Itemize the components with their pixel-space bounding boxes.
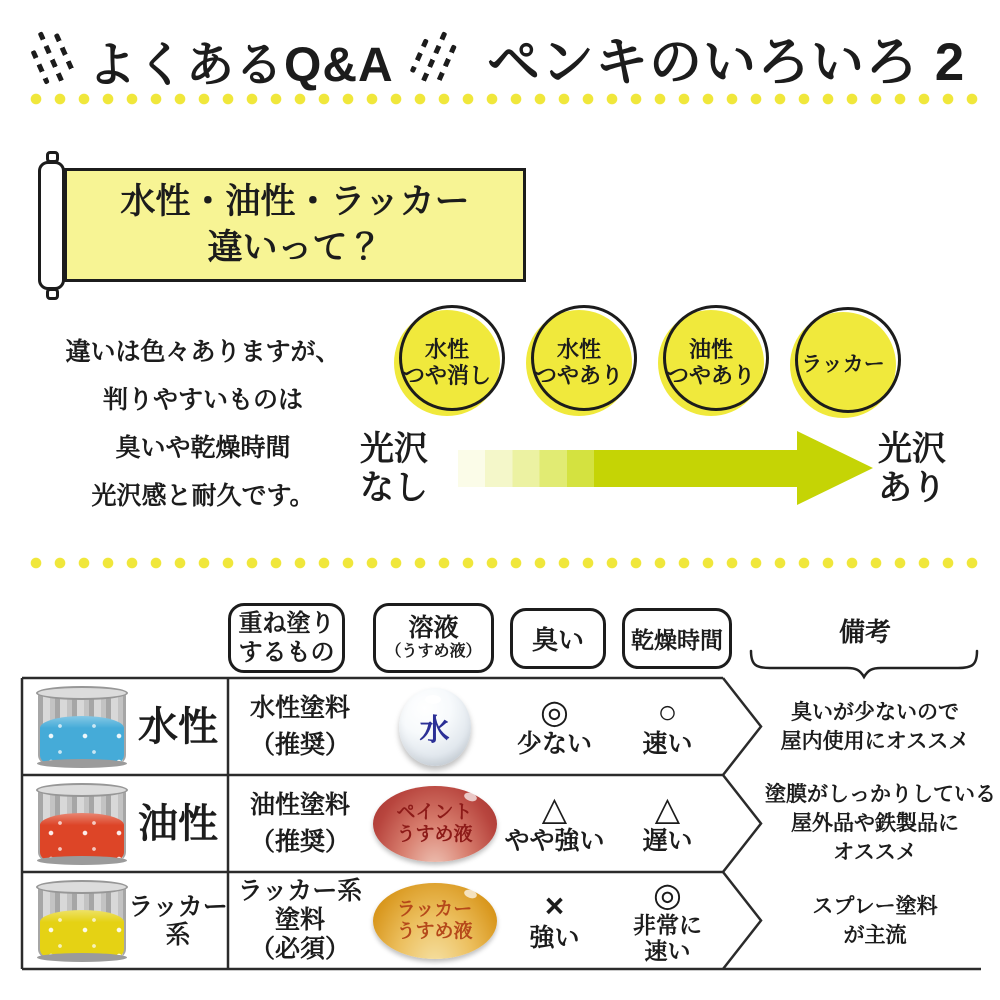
smell-rating-symbol: × bbox=[544, 886, 565, 924]
notes-cell: 塗膜がしっかりしている 屋外品や鉄製品に オススメ bbox=[765, 783, 996, 864]
gloss-full-label: 光沢 あり bbox=[878, 430, 946, 507]
hatch-marks-middle-icon bbox=[408, 24, 461, 89]
intro-line: 違いは色々ありますが、 bbox=[65, 338, 341, 366]
dry-rating-symbol: △ bbox=[654, 789, 681, 827]
column-header-smell: 臭い bbox=[510, 608, 606, 669]
table-row-oil bbox=[22, 775, 996, 872]
paint-type-name: 水性 bbox=[138, 704, 218, 749]
column-header-recoat: 重ね塗り するもの bbox=[228, 603, 345, 673]
smell-rating-symbol: ◎ bbox=[540, 692, 569, 730]
circle-label: 水性 つや消し bbox=[402, 337, 491, 388]
solvent-cell bbox=[372, 786, 497, 862]
circle-label: ラッカー bbox=[801, 353, 885, 376]
paint-type-cell bbox=[22, 678, 228, 775]
smell-cell: ◎ 少ない bbox=[497, 694, 612, 760]
gloss-gradient-arrow-head-icon bbox=[797, 431, 873, 505]
page-title-right: ペンキのいろいろ 2 bbox=[487, 33, 966, 92]
dry-time-cell: △ 遅い bbox=[612, 791, 723, 857]
dotted-divider-middle bbox=[30, 557, 978, 569]
scroll-roll-icon bbox=[38, 161, 65, 290]
dry-time-cell: ◎ 非常に 速い bbox=[612, 877, 723, 964]
gloss-circle-water-matte bbox=[394, 310, 500, 416]
gloss-none-label: 光沢 なし bbox=[360, 430, 428, 507]
smell-cell: × 強い bbox=[497, 888, 612, 954]
banner-line2: 違いって？ bbox=[207, 228, 383, 267]
paint-type-name: ラッカー 系 bbox=[128, 892, 228, 949]
column-header-notes: 備考 bbox=[838, 617, 891, 647]
solvent-cell bbox=[372, 883, 497, 959]
intro-line: 臭いや乾燥時間 bbox=[115, 434, 291, 462]
solvent-cell bbox=[372, 688, 497, 766]
recoat-cell: ラッカー系 塗料 （必須） bbox=[237, 877, 363, 963]
smell-rating-symbol: △ bbox=[541, 789, 568, 827]
dry-time-cell: ○ 速い bbox=[612, 694, 723, 760]
water-paint-can-icon bbox=[36, 686, 128, 768]
scroll-knob-bottom-icon bbox=[46, 288, 59, 300]
dry-rating-symbol: ○ bbox=[657, 692, 678, 730]
circle-label: 油性 つやあり bbox=[666, 337, 755, 388]
water-drop-icon: 水 bbox=[399, 688, 471, 766]
hatch-marks-left-icon bbox=[24, 24, 77, 89]
intro-paragraph bbox=[44, 328, 362, 520]
column-header-dry-time: 乾燥時間 bbox=[622, 608, 732, 669]
notes-cell: 臭いが少ないので 屋内使用にオススメ bbox=[780, 700, 970, 753]
paint-thinner-oval-icon: ペイント うすめ液 bbox=[373, 786, 497, 862]
lacquer-thinner-oval-icon: ラッカー うすめ液 bbox=[373, 883, 497, 959]
notes-cell: スプレー塗料 が主流 bbox=[812, 894, 938, 947]
paint-type-cell bbox=[22, 775, 228, 872]
column-header-solvent: 溶液 （うすめ液） bbox=[373, 603, 494, 673]
paint-type-name: 油性 bbox=[138, 801, 218, 846]
oil-paint-can-icon bbox=[36, 783, 128, 865]
dry-rating-symbol: ◎ bbox=[653, 876, 682, 913]
smell-cell: △ やや強い bbox=[497, 791, 612, 857]
recoat-cell: 水性塗料 （推奨） bbox=[249, 693, 350, 759]
intro-line: 光沢感と耐久です。 bbox=[91, 482, 315, 510]
gloss-circle-water-glossy bbox=[526, 310, 632, 416]
intro-line: 判りやすいものは bbox=[102, 386, 303, 414]
banner-line1: 水性・油性・ラッカー bbox=[120, 182, 470, 221]
question-banner bbox=[64, 168, 526, 282]
gloss-circle-oil-glossy bbox=[658, 310, 764, 416]
gloss-circle-lacquer bbox=[790, 312, 896, 418]
table-row-lacquer bbox=[22, 872, 985, 969]
paint-type-cell bbox=[22, 872, 228, 969]
circle-label: 水性 つやあり bbox=[534, 337, 623, 388]
recoat-cell: 油性塗料 （推奨） bbox=[249, 790, 350, 856]
gloss-gradient-arrow-shaft bbox=[458, 450, 798, 487]
table-row-water bbox=[22, 678, 985, 775]
dotted-divider-top bbox=[30, 93, 978, 105]
lacquer-paint-can-icon bbox=[36, 880, 128, 962]
scroll-knob-top-icon bbox=[46, 151, 59, 163]
page-title-left: よくあるQ&A bbox=[88, 39, 394, 92]
